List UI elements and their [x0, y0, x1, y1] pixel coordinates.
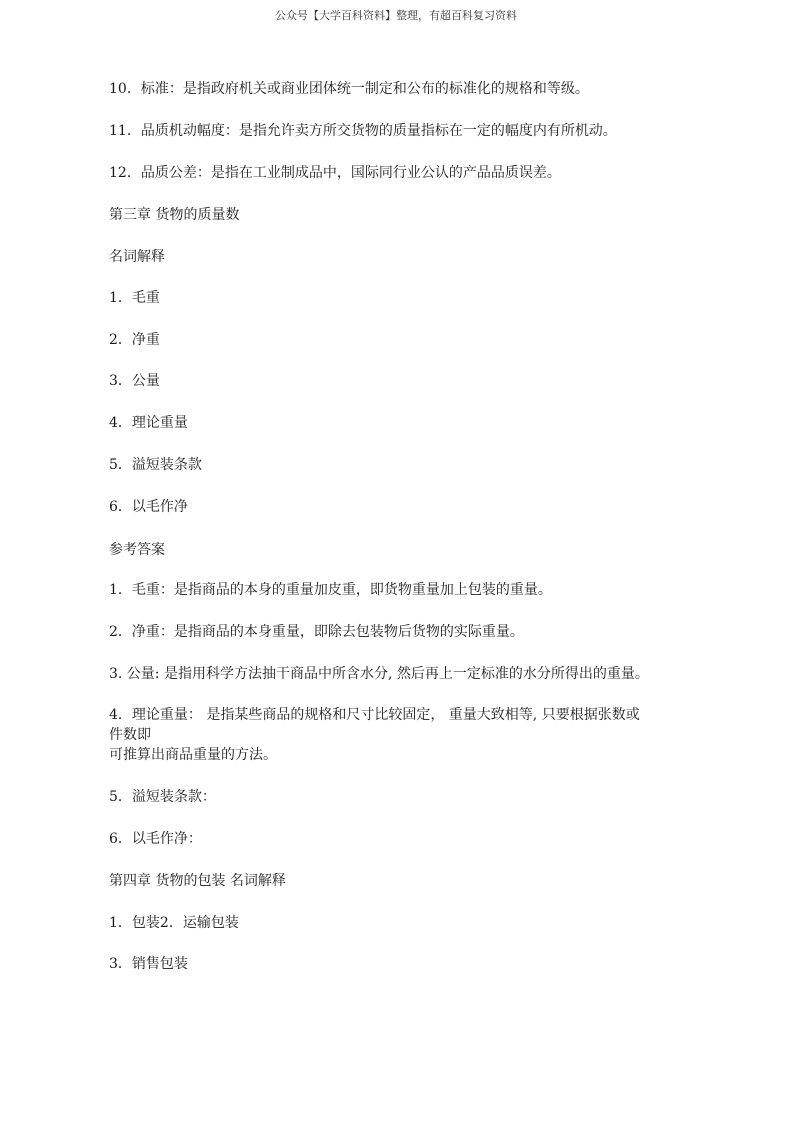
- answer-item: 5．溢短装条款：: [109, 789, 216, 805]
- answer-item-4: [109, 705, 694, 765]
- definition-11: 11．品质机动幅度：是指允许卖方所交货物的质量指标在一定的幅度内有所机动。: [109, 123, 617, 139]
- term-item: 3．公量: [109, 373, 160, 389]
- term-item: 5．溢短装条款: [109, 457, 202, 473]
- chapter-3-terms-heading: 名词解释: [109, 249, 165, 265]
- term-item: 6．以毛作净: [109, 499, 188, 515]
- term-item: 1．毛重: [109, 290, 160, 306]
- term-item: 3．销售包装: [109, 956, 188, 972]
- answer-item: 3. 公量: 是指用科学方法抽干商品中所含水分, 然后再上一定标准的水分所得出的重量。: [109, 666, 649, 682]
- answer-item: 2．净重：是指商品的本身重量，即除去包装物后货物的实际重量。: [109, 624, 524, 640]
- chapter-3-title: 第三章 货物的质量数: [109, 207, 240, 223]
- page-header: 公众号【大学百科资料】整理，有超百科复习资料: [275, 9, 517, 22]
- term-item: 1．包装2．运输包装: [109, 915, 239, 931]
- term-item: 2．净重: [109, 332, 160, 348]
- term-item: 4．理论重量: [109, 415, 188, 431]
- answer-item: 1．毛重：是指商品的本身的重量加皮重，即货物重量加上包装的重量。: [109, 582, 552, 598]
- definition-12: 12．品质公差：是指在工业制成品中，国际同行业公认的产品品质误差。: [109, 165, 561, 181]
- answer-4-line-2: 件数即: [109, 727, 151, 743]
- answer-item: 6．以毛作净：: [109, 831, 202, 847]
- answers-heading: 参考答案: [109, 542, 165, 558]
- definition-10: 10．标准：是指政府机关或商业团体统一制定和公布的标准化的规格和等级。: [109, 81, 589, 97]
- answer-4-line-3: 可推算出商品重量的方法。: [109, 747, 277, 763]
- chapter-4-title: 第四章 货物的包装 名词解释: [109, 873, 286, 889]
- answer-4-line-1: 4．理论重量： 是指某些商品的规格和尺寸比较固定， 重量大致相等, 只要根据张数或: [109, 707, 640, 723]
